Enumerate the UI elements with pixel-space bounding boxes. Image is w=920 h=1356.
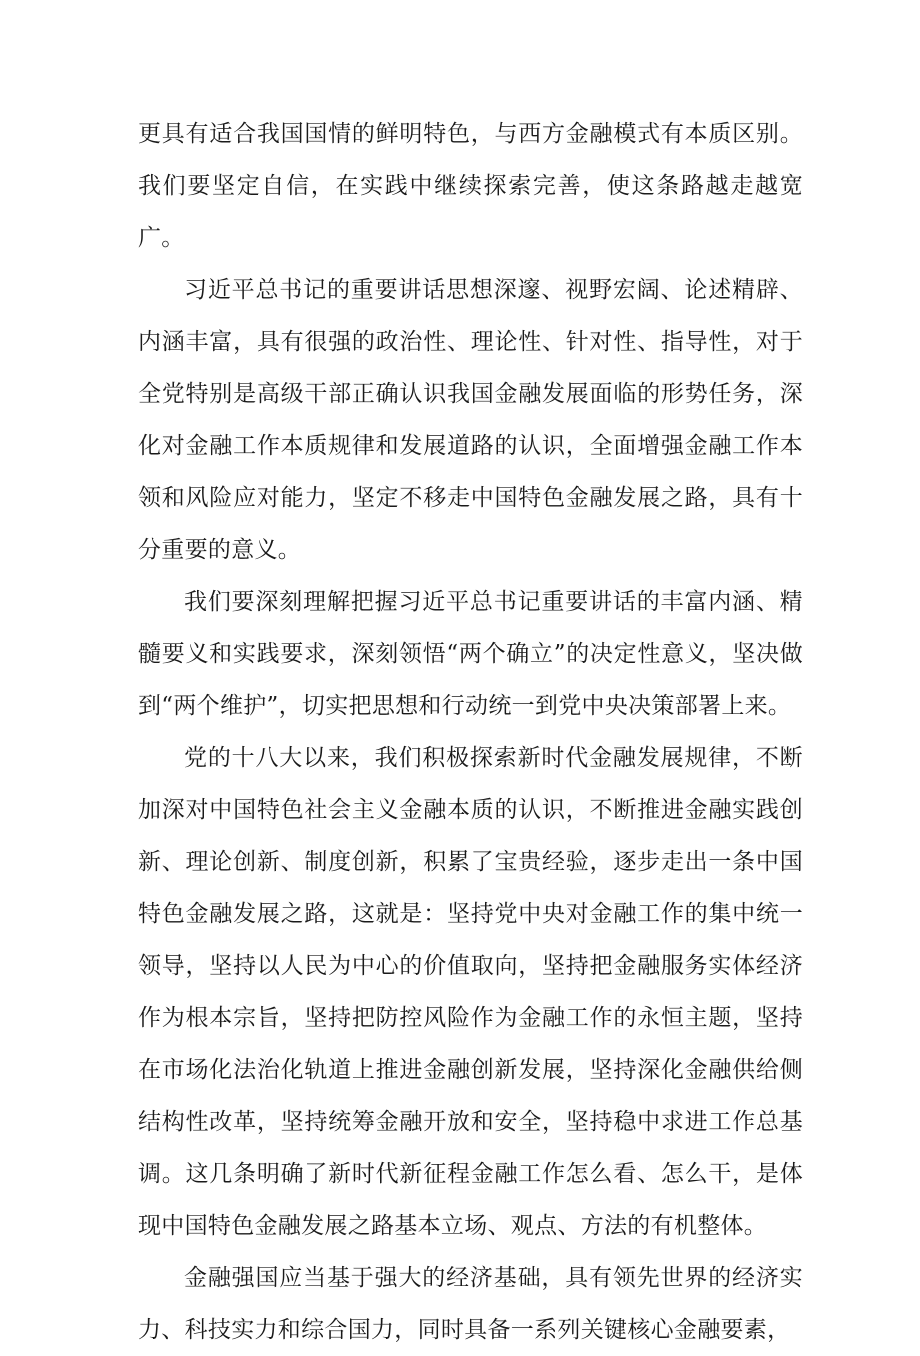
paragraph: 党的十八大以来，我们积极探索新时代金融发展规律，不断加深对中国特色社会主义金融本质的认识，不断推进金融实践创新、理论创新、制度创新，积累了宝贵经验，逐步走出一条中国特色金融发展之路，这就是：坚持党中央对金融工作的集中统一领导，坚持以人民为中心的价值取向，坚持把金融服务实体经济作为根本宗旨，坚持把防控风险作为金融工作的永恒主题，坚持在市场化法治化轨道上推进金融创新发展，坚持深化金融供给侧结构性改革，坚持统筹金融开放和安全，坚持稳中求进工作总基调。这几条明确了新时代新征程金融工作怎么看、怎么干，是体现中国特色金融发展之路基本立场、观点、方法的有机整体。 bbox=[138, 745, 803, 1239]
paragraph: 金融强国应当基于强大的经济基础，具有领先世界的经济实力、科技实力和综合国力，同时具备一系列关键核心金融要素， bbox=[138, 1265, 803, 1343]
paragraph: 习近平总书记的重要讲话思想深邃、视野宏阔、论述精辟、内涵丰富，具有很强的政治性、理论性、针对性、指导性，对于全党特别是高级干部正确认识我国金融发展面临的形势任务，深化对金融工作本质规律和发展道路的认识，全面增强金融工作本领和风险应对能力，坚定不移走中国特色金融发展之路，具有十分重要的意义。 bbox=[138, 277, 803, 563]
document-body bbox=[138, 108, 803, 1356]
paragraph-continuation: 更具有适合我国国情的鲜明特色，与西方金融模式有本质区别。我们要坚定自信，在实践中继续探索完善，使这条路越走越宽广。 bbox=[138, 121, 803, 251]
paragraph: 我们要深刻理解把握习近平总书记重要讲话的丰富内涵、精髓要义和实践要求，深刻领悟“两个确立”的决定性意义，坚决做到“两个维护”，切实把思想和行动统一到党中央决策部署上来。 bbox=[138, 589, 803, 719]
